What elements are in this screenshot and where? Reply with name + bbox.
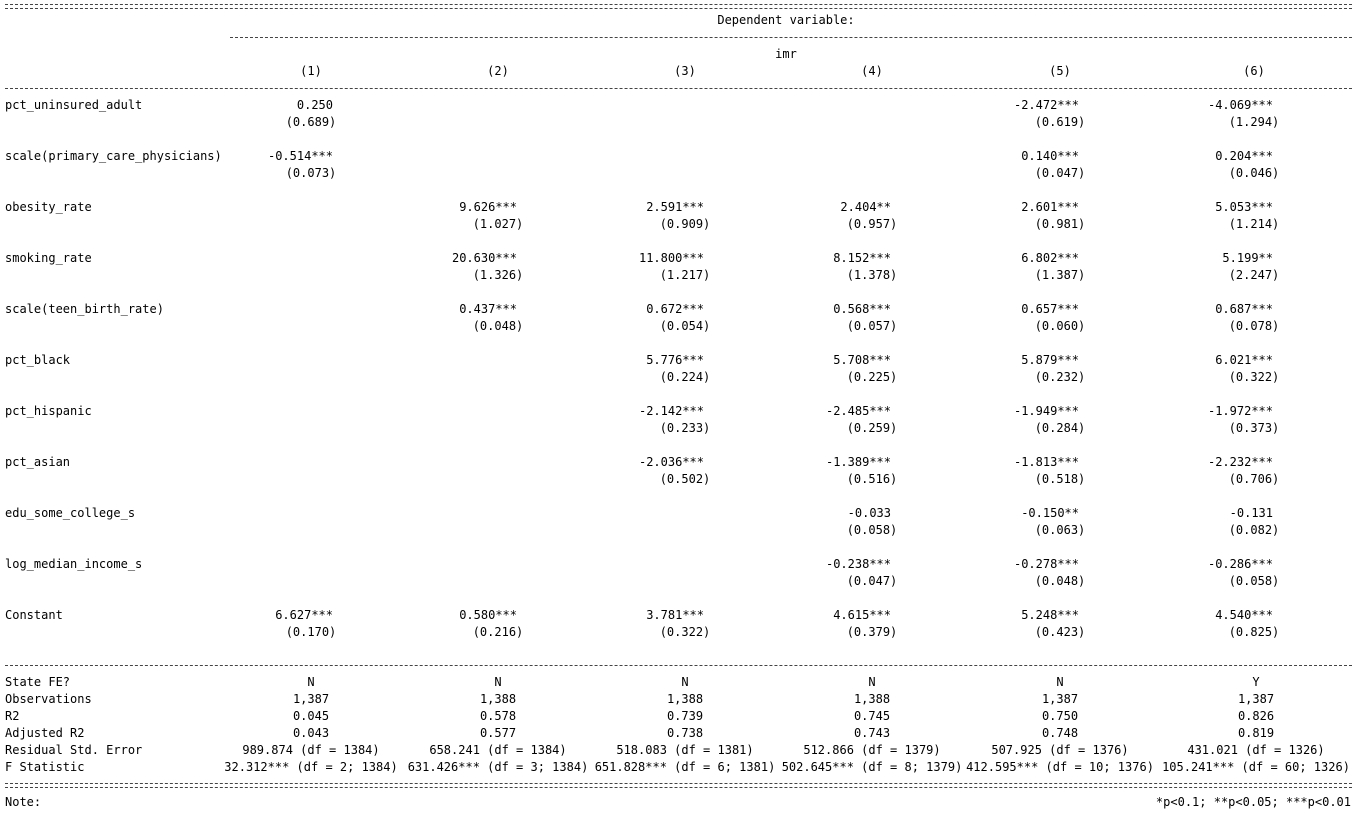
coefficient-cell: 0.568*** bbox=[833, 302, 891, 316]
stat-value: 651.828*** (df = 6; 1381) bbox=[594, 760, 776, 774]
stats-top-rule bbox=[5, 665, 1352, 666]
standard-error-cell: (0.047) bbox=[846, 574, 898, 588]
standard-error-cell: (0.054) bbox=[659, 319, 711, 333]
header-bottom-rule bbox=[5, 88, 1352, 89]
coefficient-cell: 0.437*** bbox=[459, 302, 517, 316]
coefficient-cell: 5.053*** bbox=[1215, 200, 1273, 214]
stat-value: 0.743 bbox=[853, 726, 891, 740]
coefficient-cell: 0.250 bbox=[296, 98, 333, 112]
row-label: pct_hispanic bbox=[5, 404, 92, 418]
stat-value: 0.577 bbox=[479, 726, 517, 740]
column-header-2: (2) bbox=[487, 64, 509, 78]
coefficient-cell: -1.949*** bbox=[1013, 404, 1079, 418]
dependent-variable-label: Dependent variable: bbox=[717, 13, 855, 27]
standard-error-cell: (0.233) bbox=[659, 421, 711, 435]
significance-note: *p<0.1; **p<0.05; ***p<0.01 bbox=[1155, 795, 1351, 809]
standard-error-cell: (0.170) bbox=[285, 625, 337, 639]
coefficient-cell: 6.021*** bbox=[1215, 353, 1273, 367]
coefficient-cell: -0.033 bbox=[847, 506, 891, 520]
stat-value: N bbox=[1056, 675, 1064, 689]
coefficient-cell: 20.630*** bbox=[451, 251, 517, 265]
stat-value: 412.595*** (df = 10; 1376) bbox=[966, 760, 1154, 774]
bottom-double-rule bbox=[5, 783, 1352, 788]
coefficient-cell: -0.278*** bbox=[1013, 557, 1079, 571]
stat-value: 0.748 bbox=[1041, 726, 1079, 740]
row-label: Constant bbox=[5, 608, 63, 622]
standard-error-cell: (0.373) bbox=[1228, 421, 1280, 435]
column-header-5: (5) bbox=[1049, 64, 1071, 78]
standard-error-cell: (0.078) bbox=[1228, 319, 1280, 333]
coefficient-cell: 5.879*** bbox=[1021, 353, 1079, 367]
note-label: Note: bbox=[5, 795, 42, 809]
standard-error-cell: (0.259) bbox=[846, 421, 898, 435]
standard-error-cell: (0.825) bbox=[1228, 625, 1280, 639]
standard-error-cell: (0.518) bbox=[1034, 472, 1086, 486]
standard-error-cell: (0.689) bbox=[285, 115, 337, 129]
standard-error-cell: (0.057) bbox=[846, 319, 898, 333]
stat-value: N bbox=[307, 675, 315, 689]
standard-error-cell: (1.217) bbox=[659, 268, 711, 282]
coefficient-cell: 4.540*** bbox=[1215, 608, 1273, 622]
stat-label: State FE? bbox=[5, 675, 71, 689]
standard-error-cell: (0.046) bbox=[1228, 166, 1280, 180]
stat-value: 1,387 bbox=[292, 692, 330, 706]
row-label: log_median_income_s bbox=[5, 557, 143, 571]
standard-error-cell: (0.981) bbox=[1034, 217, 1086, 231]
row-label: scale(primary_care_physicians) bbox=[5, 149, 222, 163]
stat-value: Y bbox=[1252, 675, 1260, 689]
standard-error-cell: (0.957) bbox=[846, 217, 898, 231]
coefficient-cell: -0.238*** bbox=[825, 557, 891, 571]
standard-error-cell: (0.284) bbox=[1034, 421, 1086, 435]
coefficient-cell: 0.672*** bbox=[646, 302, 704, 316]
dependent-variable-name: imr bbox=[775, 47, 797, 61]
stat-label: Residual Std. Error bbox=[5, 743, 143, 757]
coefficient-cell: -2.472*** bbox=[1013, 98, 1079, 112]
coefficient-cell: -2.485*** bbox=[825, 404, 891, 418]
coefficient-cell: 5.776*** bbox=[646, 353, 704, 367]
stat-value: 0.826 bbox=[1237, 709, 1275, 723]
stat-value: 0.739 bbox=[666, 709, 704, 723]
standard-error-cell: (0.073) bbox=[285, 166, 337, 180]
stat-value: 0.819 bbox=[1237, 726, 1275, 740]
coefficient-cell: 2.591*** bbox=[646, 200, 704, 214]
stat-value: 507.925 (df = 1376) bbox=[991, 743, 1129, 757]
coefficient-cell: 3.781*** bbox=[646, 608, 704, 622]
coefficient-cell: -1.389*** bbox=[825, 455, 891, 469]
row-label: scale(teen_birth_rate) bbox=[5, 302, 164, 316]
stat-label: F Statistic bbox=[5, 760, 85, 774]
standard-error-cell: (0.224) bbox=[659, 370, 711, 384]
standard-error-cell: (0.502) bbox=[659, 472, 711, 486]
stat-value: 0.045 bbox=[292, 709, 330, 723]
stat-value: 1,388 bbox=[479, 692, 517, 706]
standard-error-cell: (1.387) bbox=[1034, 268, 1086, 282]
coefficient-cell: 11.800*** bbox=[638, 251, 704, 265]
stat-value: 0.750 bbox=[1041, 709, 1079, 723]
row-label: edu_some_college_s bbox=[5, 506, 136, 520]
standard-error-cell: (0.082) bbox=[1228, 523, 1280, 537]
coefficient-cell: 2.404** bbox=[840, 200, 891, 214]
stat-value: 0.738 bbox=[666, 726, 704, 740]
standard-error-cell: (0.909) bbox=[659, 217, 711, 231]
stat-value: 431.021 (df = 1326) bbox=[1187, 743, 1325, 757]
stat-value: 512.866 (df = 1379) bbox=[803, 743, 941, 757]
coefficient-cell: -0.150** bbox=[1021, 506, 1079, 520]
standard-error-cell: (0.063) bbox=[1034, 523, 1086, 537]
standard-error-cell: (1.294) bbox=[1228, 115, 1280, 129]
stat-value: 631.426*** (df = 3; 1384) bbox=[407, 760, 589, 774]
coefficient-cell: -4.069*** bbox=[1207, 98, 1273, 112]
standard-error-cell: (1.326) bbox=[472, 268, 524, 282]
stat-value: N bbox=[494, 675, 502, 689]
stat-value: 989.874 (df = 1384) bbox=[242, 743, 380, 757]
stat-value: 502.645*** (df = 8; 1379) bbox=[781, 760, 963, 774]
coefficient-cell: 8.152*** bbox=[833, 251, 891, 265]
top-double-rule bbox=[5, 4, 1352, 9]
coefficient-cell: -0.286*** bbox=[1207, 557, 1273, 571]
standard-error-cell: (0.423) bbox=[1034, 625, 1086, 639]
column-header-4: (4) bbox=[861, 64, 883, 78]
coefficient-cell: -1.972*** bbox=[1207, 404, 1273, 418]
stat-value: 658.241 (df = 1384) bbox=[429, 743, 567, 757]
coefficient-cell: 6.627*** bbox=[275, 608, 333, 622]
stat-value: N bbox=[868, 675, 876, 689]
stat-value: 0.578 bbox=[479, 709, 517, 723]
coefficient-cell: 5.248*** bbox=[1021, 608, 1079, 622]
coefficient-cell: -1.813*** bbox=[1013, 455, 1079, 469]
coefficient-cell: -0.514*** bbox=[267, 149, 333, 163]
standard-error-cell: (0.232) bbox=[1034, 370, 1086, 384]
coefficient-cell: -0.131 bbox=[1229, 506, 1273, 520]
coefficient-cell: 4.615*** bbox=[833, 608, 891, 622]
stat-label: R2 bbox=[5, 709, 20, 723]
stat-value: 32.312*** (df = 2; 1384) bbox=[224, 760, 398, 774]
coefficient-cell: -2.036*** bbox=[638, 455, 704, 469]
coefficient-cell: 0.687*** bbox=[1215, 302, 1273, 316]
stat-value: 0.043 bbox=[292, 726, 330, 740]
header-subrule bbox=[230, 37, 1352, 38]
standard-error-cell: (0.060) bbox=[1034, 319, 1086, 333]
standard-error-cell: (2.247) bbox=[1228, 268, 1280, 282]
coefficient-cell: 9.626*** bbox=[459, 200, 517, 214]
standard-error-cell: (0.058) bbox=[1228, 574, 1280, 588]
row-label: pct_uninsured_adult bbox=[5, 98, 143, 112]
coefficient-cell: -2.232*** bbox=[1207, 455, 1273, 469]
stat-value: 0.745 bbox=[853, 709, 891, 723]
standard-error-cell: (1.214) bbox=[1228, 217, 1280, 231]
coefficient-cell: 0.580*** bbox=[459, 608, 517, 622]
standard-error-cell: (0.706) bbox=[1228, 472, 1280, 486]
standard-error-cell: (0.048) bbox=[1034, 574, 1086, 588]
stat-value: 1,388 bbox=[666, 692, 704, 706]
coefficient-cell: -2.142*** bbox=[638, 404, 704, 418]
column-header-3: (3) bbox=[674, 64, 696, 78]
standard-error-cell: (0.322) bbox=[1228, 370, 1280, 384]
standard-error-cell: (0.216) bbox=[472, 625, 524, 639]
standard-error-cell: (0.379) bbox=[846, 625, 898, 639]
stat-value: 518.083 (df = 1381) bbox=[616, 743, 754, 757]
standard-error-cell: (0.322) bbox=[659, 625, 711, 639]
stat-value: 1,388 bbox=[853, 692, 891, 706]
coefficient-cell: 6.802*** bbox=[1021, 251, 1079, 265]
coefficient-cell: 0.140*** bbox=[1021, 149, 1079, 163]
row-label: pct_asian bbox=[5, 455, 71, 469]
coefficient-cell: 5.708*** bbox=[833, 353, 891, 367]
stat-value: 1,387 bbox=[1041, 692, 1079, 706]
row-label: pct_black bbox=[5, 353, 71, 367]
coefficient-cell: 2.601*** bbox=[1021, 200, 1079, 214]
standard-error-cell: (0.516) bbox=[846, 472, 898, 486]
stat-label: Adjusted R2 bbox=[5, 726, 85, 740]
standard-error-cell: (0.048) bbox=[472, 319, 524, 333]
stat-value: 1,387 bbox=[1237, 692, 1275, 706]
standard-error-cell: (1.378) bbox=[846, 268, 898, 282]
row-label: obesity_rate bbox=[5, 200, 92, 214]
stat-value: N bbox=[681, 675, 689, 689]
standard-error-cell: (0.047) bbox=[1034, 166, 1086, 180]
coefficient-cell: 5.199** bbox=[1222, 251, 1273, 265]
standard-error-cell: (0.225) bbox=[846, 370, 898, 384]
standard-error-cell: (0.619) bbox=[1034, 115, 1086, 129]
standard-error-cell: (1.027) bbox=[472, 217, 524, 231]
stat-label: Observations bbox=[5, 692, 92, 706]
coefficient-cell: 0.657*** bbox=[1021, 302, 1079, 316]
stat-value: 105.241*** (df = 60; 1326) bbox=[1162, 760, 1350, 774]
coefficient-cell: 0.204*** bbox=[1215, 149, 1273, 163]
column-header-6: (6) bbox=[1243, 64, 1265, 78]
row-label: smoking_rate bbox=[5, 251, 92, 265]
column-header-1: (1) bbox=[300, 64, 322, 78]
standard-error-cell: (0.058) bbox=[846, 523, 898, 537]
